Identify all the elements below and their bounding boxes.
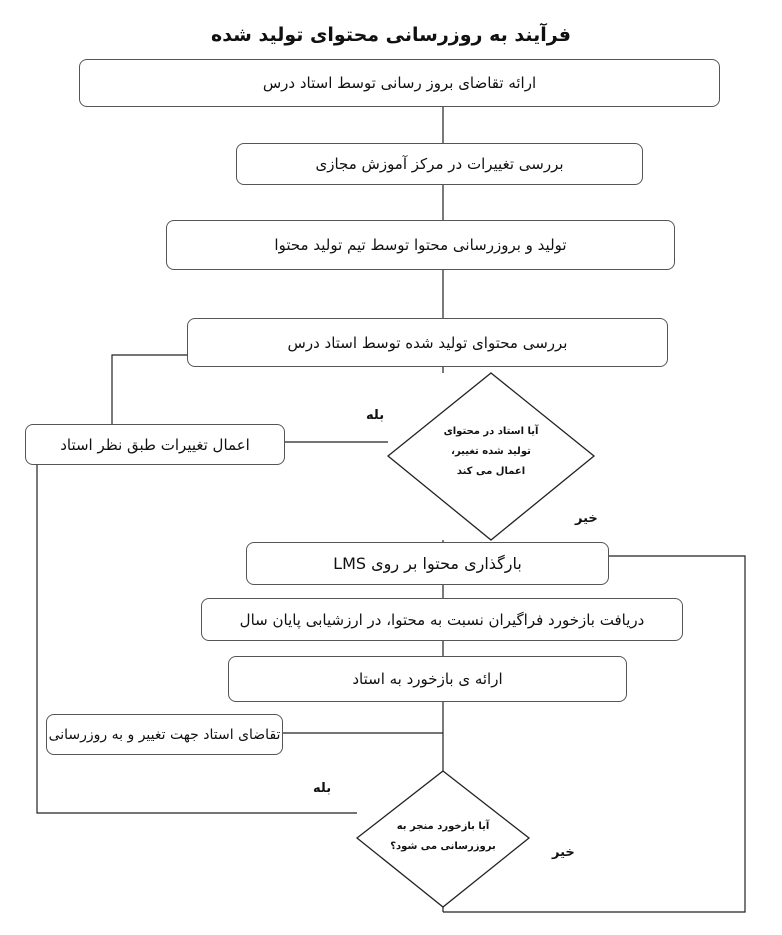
decision-2-yes-label: بله — [313, 781, 332, 796]
decision-2-no-label: خیر — [552, 845, 575, 860]
decision-1-no-label: خیر — [575, 511, 598, 526]
diagram-title: فرآیند به روزرسانی محتوای تولید شده — [210, 24, 571, 46]
step-produce-update: تولید و بروزرسانی محتوا توسط تیم تولید محتوا — [166, 220, 675, 270]
step-review-changes: بررسی تغییرات در مرکز آموزش مجازی — [236, 143, 643, 185]
decision-1-yes-label: بله — [366, 408, 385, 423]
decision-2-text: آیا بازخورد منجر به بروزرسانی می شود؟ — [390, 821, 496, 852]
step-present-feedback: ارائه ی بازخورد به استاد — [228, 656, 627, 702]
step-upload-lms: بارگذاری محتوا بر روی LMS — [246, 542, 609, 585]
step-teacher-review: بررسی محتوای تولید شده توسط استاد درس — [187, 318, 668, 367]
decision-1-text: آیا استاد در محتوای تولید شده تغییر، اعمال می کند — [443, 426, 539, 477]
loop-back-line — [112, 355, 187, 424]
step-request-update: ارائه تقاضای بروز رسانی توسط استاد درس — [79, 59, 720, 107]
step-apply-changes: اعمال تغییرات طبق نظر استاد — [25, 424, 285, 465]
step-receive-feedback: دریافت بازخورد فراگیران نسبت به محتوا، در ارزشیابی پایان سال — [201, 598, 683, 641]
step-teacher-request: تقاضای استاد جهت تغییر و به روزرسانی — [46, 714, 283, 755]
